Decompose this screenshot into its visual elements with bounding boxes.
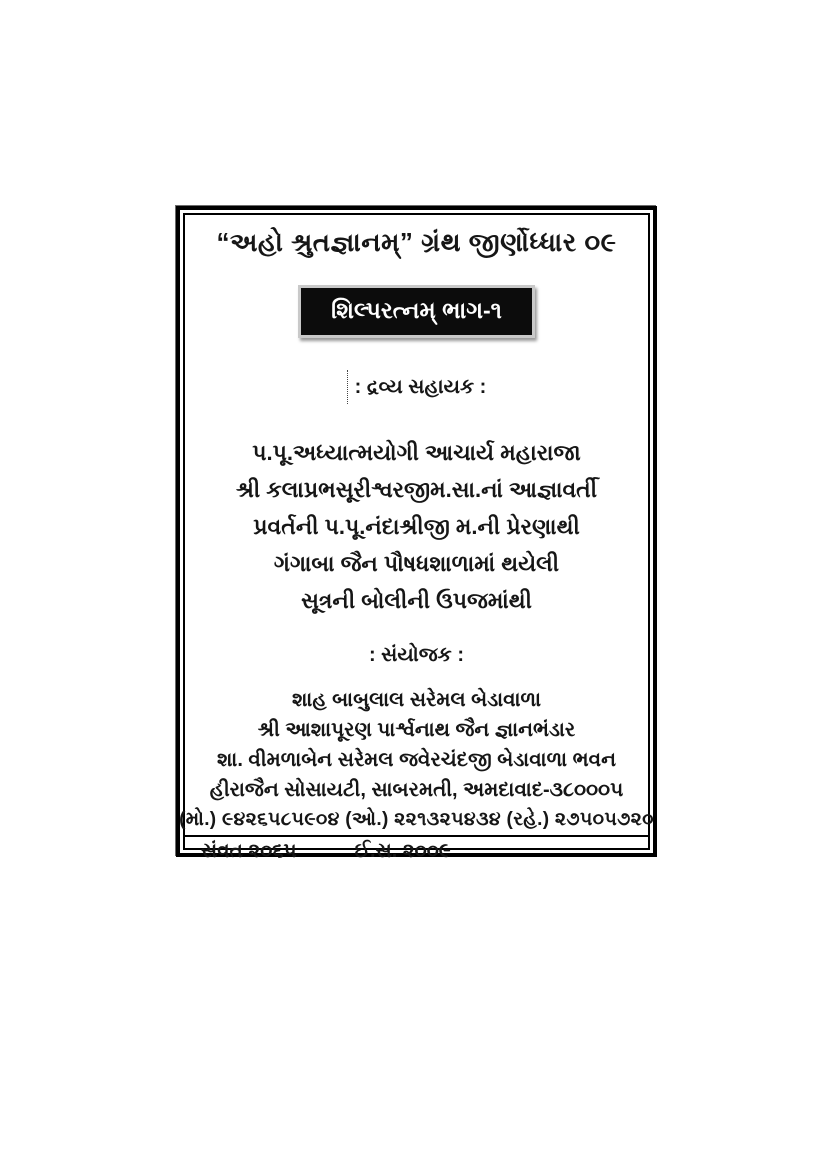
sponsor-block <box>236 434 597 619</box>
footer <box>185 837 648 869</box>
scan-artifact-dotted-line <box>347 370 348 404</box>
samvat-year: સંવત ૨૦૬૫ <box>201 840 297 862</box>
organizer-address: હીરાજૈન સોસાયટી, સાબરમતી, અમદાવાદ-૩૮૦૦૦૫ <box>209 779 624 801</box>
organizer-phone-numbers: (મો.) ૯૪૨૬૫૮૫૯૦૪ (ઓ.) ૨૨૧૩૨૫૪૩૪ (રહે.) ૨૭૫૦૫૭૨૦ <box>179 809 654 830</box>
series-title: “અહો શ્રુતજ્ઞાનમ્” ગ્રંથ જીર્ણોધ્ધાર ૦૯ <box>216 227 617 257</box>
sponsor-heading-label: : દ્રવ્ય સહાયક : <box>354 376 487 398</box>
sponsor-line: સૂત્રની બોલીની ઉપજમાંથી <box>301 588 532 613</box>
sponsor-heading <box>347 370 487 404</box>
sponsor-line: શ્રી કલાપ્રભસૂરીશ્વરજીમ.સા.નાં આજ્ઞાવર્તી <box>235 477 598 502</box>
book-title-plate <box>298 285 535 338</box>
organizer-block <box>179 685 654 835</box>
ce-year: ઈ.સ. ૨૦૦૯ <box>354 840 451 862</box>
organizer-institution: શ્રી આશાપૂરણ પાર્શ્વનાથ જૈન જ્ઞાનભંડાર <box>257 719 576 741</box>
organizer-name: શાહ બાબુલાલ સરેમલ બેડાવાળા <box>292 689 541 711</box>
sponsor-line: પ.પૂ.અધ્યાત્મયોગી આચાર્ય મહારાજા <box>252 440 581 465</box>
title-page-frame <box>176 206 657 862</box>
organizer-heading: : સંયોજક : <box>368 644 465 666</box>
organizer-building: શા. વીમળાબેન સરેમલ જવેરચંદજી બેડાવાળા ભવન <box>217 749 616 771</box>
sponsor-line: ગંગાબા જૈન પૌષધશાળામાં થયેલી <box>273 551 560 576</box>
sponsor-line: પ્રવર્તની પ.પૂ.નંદાશ્રીજી મ.ની પ્રેરણાથી <box>253 514 580 539</box>
book-title: શિલ્પરત્નમ્ ભાગ-૧ <box>331 297 502 323</box>
title-page-inner-frame <box>179 213 654 862</box>
